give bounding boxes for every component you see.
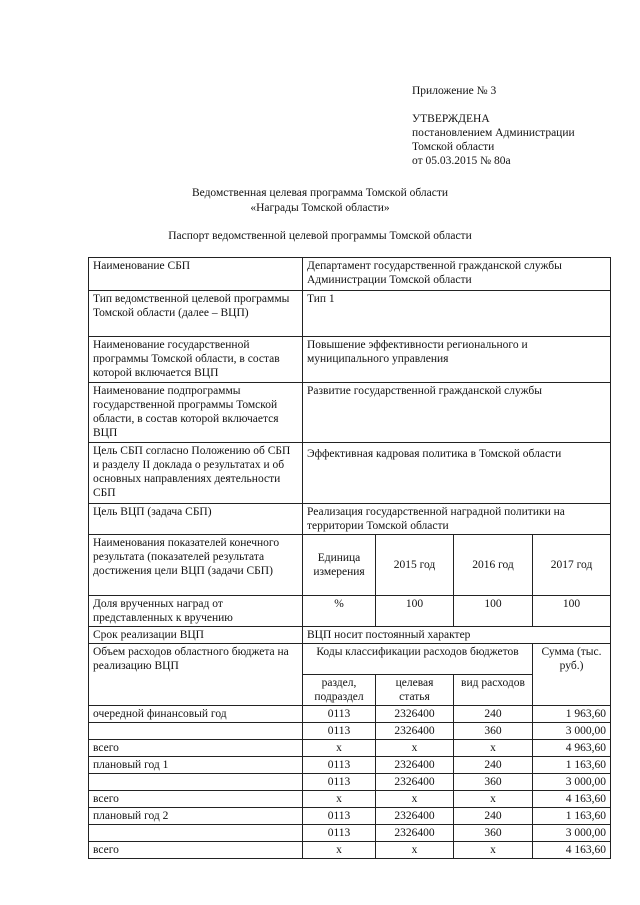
passport-table bbox=[88, 257, 611, 859]
section-cell: 0113 bbox=[303, 774, 376, 791]
budget-label: плановый год 1 bbox=[89, 757, 303, 774]
code-subheader: вид расходов bbox=[454, 675, 533, 706]
year-header: 2017 год bbox=[533, 535, 611, 596]
budget-label bbox=[89, 825, 303, 842]
code-subheader: целевая статья bbox=[376, 675, 454, 706]
row-value: Тип 1 bbox=[303, 291, 611, 337]
article-cell: 2326400 bbox=[376, 757, 454, 774]
article-cell: 2326400 bbox=[376, 723, 454, 740]
kind-cell: 240 bbox=[454, 706, 533, 723]
kind-cell: 360 bbox=[454, 723, 533, 740]
year-header: 2016 год bbox=[454, 535, 533, 596]
codes-header: Коды классификации расходов бюджетов bbox=[303, 644, 533, 675]
budget-row bbox=[89, 757, 611, 774]
unit-header: Единица измерения bbox=[303, 535, 376, 596]
approval-block bbox=[412, 112, 575, 168]
code-subheader: раздел, подраздел bbox=[303, 675, 376, 706]
kind-cell: х bbox=[454, 740, 533, 757]
row-label: Цель СБП согласно Положению об СБП и разделу II доклада о результатах и об основных направлениях деятельности СБП bbox=[89, 443, 303, 504]
table-row bbox=[89, 383, 611, 443]
section-cell: х bbox=[303, 842, 376, 859]
approved-line: постановлением Администрации bbox=[412, 127, 575, 140]
budget-label bbox=[89, 774, 303, 791]
article-cell: х bbox=[376, 740, 454, 757]
budget-row bbox=[89, 774, 611, 791]
value-cell: 100 bbox=[454, 596, 533, 627]
table-row bbox=[89, 627, 611, 644]
table-row bbox=[89, 337, 611, 383]
sum-cell: 1 163,60 bbox=[533, 808, 611, 825]
article-cell: х bbox=[376, 842, 454, 859]
row-label: Срок реализации ВЦП bbox=[89, 627, 303, 644]
budget-row bbox=[89, 825, 611, 842]
section-cell: 0113 bbox=[303, 706, 376, 723]
budget-row bbox=[89, 740, 611, 757]
row-label: Цель ВЦП (задача СБП) bbox=[89, 504, 303, 535]
table-row bbox=[89, 644, 611, 675]
kind-cell: 240 bbox=[454, 757, 533, 774]
row-value: ВЦП носит постоянный характер bbox=[303, 627, 611, 644]
sum-cell: 4 963,60 bbox=[533, 740, 611, 757]
row-label: Наименования показателей конечного результата (показателей результата достижения цели ВЦП (задачи СБП) bbox=[89, 535, 303, 596]
sum-cell: 1 163,60 bbox=[533, 757, 611, 774]
section-cell: 0113 bbox=[303, 757, 376, 774]
table-row bbox=[89, 535, 611, 596]
year-header: 2015 год bbox=[376, 535, 454, 596]
value-cell: 100 bbox=[533, 596, 611, 627]
section-cell: 0113 bbox=[303, 723, 376, 740]
row-label: Тип ведомственной целевой программы Томской области (далее – ВЦП) bbox=[89, 291, 303, 337]
budget-row bbox=[89, 706, 611, 723]
kind-cell: х bbox=[454, 842, 533, 859]
row-label: Наименование подпрограммы государственной программы Томской области, в состав которой включается ВЦП bbox=[89, 383, 303, 443]
row-label: Наименование государственной программы Томской области, в состав которой включается ВЦП bbox=[89, 337, 303, 383]
sum-cell: 3 000,00 bbox=[533, 774, 611, 791]
row-label: Объем расходов областного бюджета на реализацию ВЦП bbox=[89, 644, 303, 706]
section-cell: х bbox=[303, 740, 376, 757]
approved-line: Томской области bbox=[412, 141, 495, 154]
article-cell: 2326400 bbox=[376, 774, 454, 791]
sum-cell: 3 000,00 bbox=[533, 825, 611, 842]
kind-cell: 360 bbox=[454, 825, 533, 842]
budget-label: очередной финансовый год bbox=[89, 706, 303, 723]
row-label: Наименование СБП bbox=[89, 258, 303, 291]
section-cell: 0113 bbox=[303, 825, 376, 842]
budget-row bbox=[89, 808, 611, 825]
article-cell: 2326400 bbox=[376, 808, 454, 825]
passport-title: Паспорт ведомственной целевой программы Томской области bbox=[168, 230, 472, 242]
sum-cell: 1 963,60 bbox=[533, 706, 611, 723]
budget-row bbox=[89, 842, 611, 859]
article-cell: 2326400 bbox=[376, 706, 454, 723]
sum-cell: 4 163,60 bbox=[533, 842, 611, 859]
sum-cell: 3 000,00 bbox=[533, 723, 611, 740]
row-value: Эффективная кадровая политика в Томской области bbox=[303, 443, 611, 504]
row-value: Развитие государственной гражданской службы bbox=[303, 383, 611, 443]
program-name: «Награды Томской области» bbox=[250, 202, 390, 214]
approved-line: УТВЕРЖДЕНА bbox=[412, 113, 490, 125]
row-value: Департамент государственной гражданской службы Администрации Томской области bbox=[303, 258, 611, 291]
row-value: Реализация государственной наградной политики на территории Томской области bbox=[303, 504, 611, 535]
budget-label: всего bbox=[89, 791, 303, 808]
budget-label: плановый год 2 bbox=[89, 808, 303, 825]
table-row bbox=[89, 443, 611, 504]
sum-header: Сумма (тыс. руб.) bbox=[533, 644, 611, 706]
article-cell: 2326400 bbox=[376, 825, 454, 842]
budget-row bbox=[89, 791, 611, 808]
table-row bbox=[89, 258, 611, 291]
sum-cell: 4 163,60 bbox=[533, 791, 611, 808]
section-cell: 0113 bbox=[303, 808, 376, 825]
table-row bbox=[89, 291, 611, 337]
unit-cell: % bbox=[303, 596, 376, 627]
kind-cell: 240 bbox=[454, 808, 533, 825]
row-label: Доля врученных наград от представленных к вручению bbox=[89, 596, 303, 627]
table-row bbox=[89, 504, 611, 535]
value-cell: 100 bbox=[376, 596, 454, 627]
row-value: Повышение эффективности регионального и муниципального управления bbox=[303, 337, 611, 383]
budget-label: всего bbox=[89, 740, 303, 757]
appendix-number: Приложение № 3 bbox=[412, 85, 497, 97]
program-title: Ведомственная целевая программа Томской области bbox=[191, 187, 449, 199]
article-cell: х bbox=[376, 791, 454, 808]
budget-label: всего bbox=[89, 842, 303, 859]
budget-label bbox=[89, 723, 303, 740]
budget-row bbox=[89, 723, 611, 740]
kind-cell: 360 bbox=[454, 774, 533, 791]
approved-line: от 05.03.2015 № 80а bbox=[412, 155, 511, 168]
kind-cell: х bbox=[454, 791, 533, 808]
table-row bbox=[89, 596, 611, 627]
section-cell: х bbox=[303, 791, 376, 808]
